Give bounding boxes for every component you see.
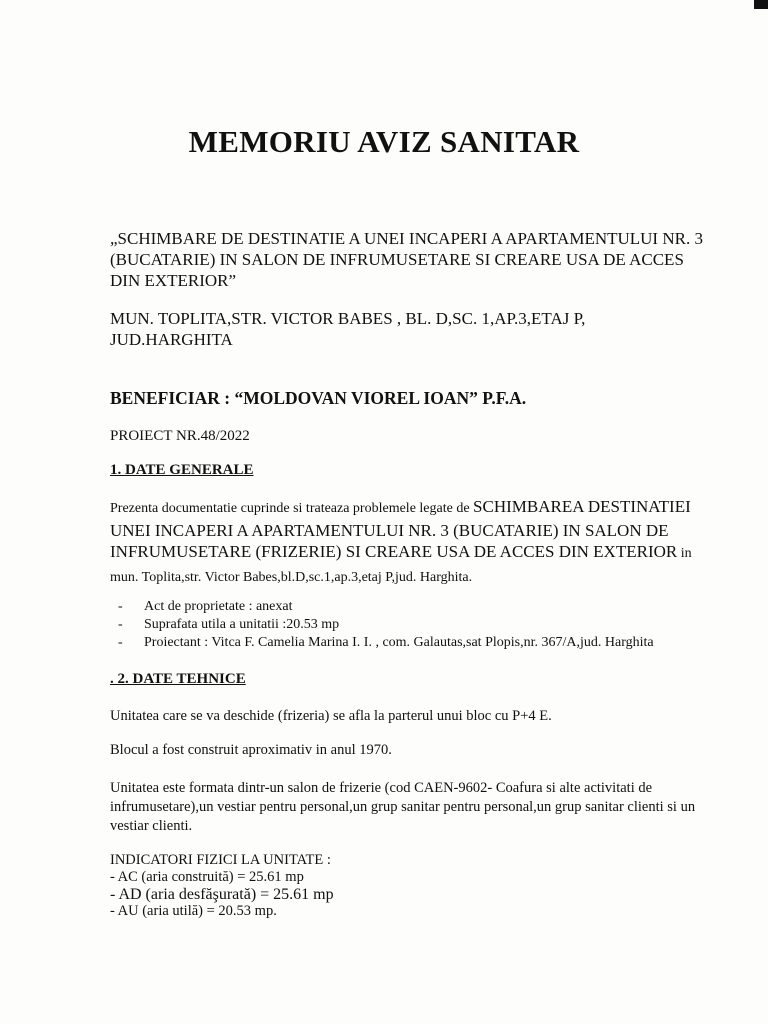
physical-indicators xyxy=(110,852,334,920)
indicator-au: - AU (aria utilă) = 20.53 mp. xyxy=(110,903,277,919)
intro-main: SCHIMBAREA DESTINATIEI UNEI INCAPERI A APARTAMENTULUI NR. 3 (BUCATARIE) IN SALON DE INFRUMUSETARE (FRIZERIE) SI CREARE USA DE ACCES DIN EXTERIOR xyxy=(110,497,691,561)
technical-paragraph-1: Unitatea care se va deschide (frizeria) se afla la parterul unui bloc cu P+4 E. xyxy=(110,708,552,724)
project-address: MUN. TOPLITA,STR. VICTOR BABES , BL. D,SC. 1,AP.3,ETAJ P, JUD.HARGHITA xyxy=(110,309,586,349)
section-heading-technical-data: . 2. DATE TEHNICE xyxy=(110,671,246,687)
project-subject: „SCHIMBARE DE DESTINATIE A UNEI INCAPERI A APARTAMENTULUI NR. 3 (BUCATARIE) IN SALON DE INFRUMUSETARE SI CREARE USA DE ACCES DIN EXTERIOR” xyxy=(110,229,703,290)
general-data-list xyxy=(118,598,654,652)
technical-paragraph-3: Unitatea este formata dintr-un salon de frizerie (cod CAEN-9602- Coafura si alte activitati de infrumusetare),un vestiar pentru personal,un grup sanitar pentru personal,un grup sanitar clienti si un vestiar clienti. xyxy=(110,780,696,834)
general-data-intro xyxy=(110,496,720,588)
list-item: - Act de proprietate : anexat xyxy=(118,599,293,614)
list-item: - Proiectant : Vitca F. Camelia Marina I. I. , com. Galautas,sat Plopis,nr. 367/A,jud. Harghita xyxy=(118,635,654,650)
section-heading-general-data: 1. DATE GENERALE xyxy=(110,462,254,478)
indicator-ad: - AD (aria desfăşurată) = 25.61 mp xyxy=(110,886,334,903)
list-item: - Suprafata utila a unitatii :20.53 mp xyxy=(118,617,340,632)
project-number: PROIECT NR.48/2022 xyxy=(110,428,250,444)
intro-tail: in mun. Toplita,str. Victor Babes,bl.D,sc.1,ap.3,etaj P,jud. Harghita. xyxy=(110,546,692,585)
beneficiary-line: BENEFICIAR : “MOLDOVAN VIOREL IOAN” P.F.A. xyxy=(110,388,527,408)
scan-edge-mark xyxy=(754,0,768,9)
document-title: MEMORIU AVIZ SANITAR xyxy=(188,124,580,159)
technical-paragraph-2: Blocul a fost construit aproximativ in anul 1970. xyxy=(110,742,392,758)
indicators-title: INDICATORI FIZICI LA UNITATE : xyxy=(110,852,331,868)
indicator-ac: - AC (aria construită) = 25.61 mp xyxy=(110,869,304,885)
intro-lead: Prezenta documentatie cuprinde si trateaza problemele legate de xyxy=(110,501,474,516)
